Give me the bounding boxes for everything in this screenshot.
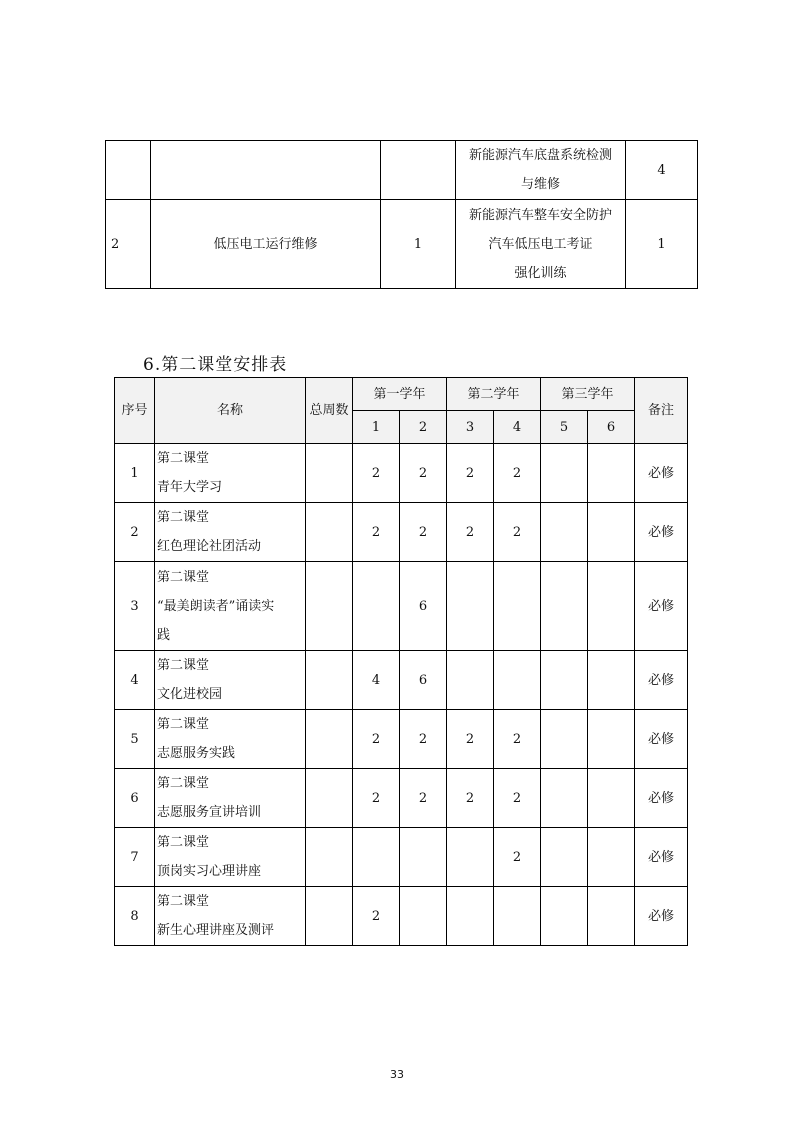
- header-row: [115, 378, 688, 411]
- remark-cell: 必修: [635, 562, 688, 651]
- remark-cell: 必修: [635, 710, 688, 769]
- cell-line: 新能源汽车底盘系统检测: [468, 148, 612, 163]
- cell: [456, 141, 626, 200]
- semester-cell: 2: [447, 710, 494, 769]
- header-year2: 第二学年: [447, 378, 541, 411]
- name-line: 第二课堂: [157, 835, 210, 850]
- semester-cell: [353, 828, 400, 887]
- semester-cell: [447, 887, 494, 946]
- table-row: [115, 887, 688, 946]
- semester-cell: 6: [400, 651, 447, 710]
- cell-line: 新能源汽车整车安全防护: [468, 207, 612, 223]
- header-semester: 4: [494, 411, 541, 444]
- name-line: 第二课堂: [157, 510, 210, 525]
- name-cell: [155, 710, 306, 769]
- remark-cell: 必修: [635, 444, 688, 503]
- name-cell: [155, 444, 306, 503]
- header-year1: 第一学年: [353, 378, 447, 411]
- name-cell: [155, 562, 306, 651]
- table-row: [115, 651, 688, 710]
- semester-cell: [588, 503, 635, 562]
- cell-line: 汽车低压电工考证: [488, 236, 593, 252]
- semester-cell: [541, 828, 588, 887]
- semester-cell: 2: [353, 769, 400, 828]
- total-weeks-cell: [306, 562, 353, 651]
- remark-cell: 必修: [635, 503, 688, 562]
- semester-cell: [494, 651, 541, 710]
- table-row: [115, 828, 688, 887]
- semester-cell: 2: [447, 503, 494, 562]
- name-line: 顶岗实习心理讲座: [157, 864, 262, 879]
- total-weeks-cell: [306, 887, 353, 946]
- semester-cell: 2: [353, 444, 400, 503]
- name-line: “最美朗读者”诵读实: [157, 598, 275, 614]
- seq-cell: 1: [115, 444, 155, 503]
- semester-cell: [541, 769, 588, 828]
- total-weeks-cell: [306, 651, 353, 710]
- semester-cell: 2: [400, 710, 447, 769]
- name-line: 青年大学习: [157, 480, 223, 495]
- name-cell: [155, 651, 306, 710]
- name-line: 志愿服务宣讲培训: [157, 805, 262, 820]
- name-line: 第二课堂: [157, 717, 210, 732]
- semester-cell: [588, 444, 635, 503]
- name-line: 第二课堂: [157, 894, 210, 909]
- seq-cell: 6: [115, 769, 155, 828]
- name-line: 新生心理讲座及测评: [157, 923, 275, 938]
- header-semester: 6: [588, 411, 635, 444]
- header-semester: 2: [400, 411, 447, 444]
- name-line: 践: [157, 627, 171, 643]
- semester-cell: 4: [353, 651, 400, 710]
- cell-line: 强化训练: [514, 265, 567, 281]
- header-seq: 序号: [115, 378, 155, 444]
- cell: 1: [626, 200, 698, 289]
- cell: [151, 141, 381, 200]
- schedule-body: [115, 444, 688, 946]
- header-remarks: 备注: [635, 378, 688, 444]
- remark-cell: 必修: [635, 828, 688, 887]
- semester-cell: 2: [400, 769, 447, 828]
- semester-cell: 2: [353, 710, 400, 769]
- total-weeks-cell: [306, 503, 353, 562]
- header-year3: 第三学年: [541, 378, 635, 411]
- semester-cell: [588, 828, 635, 887]
- header-name: 名称: [155, 378, 306, 444]
- name-line: 第二课堂: [157, 658, 210, 673]
- name-line: 第二课堂: [157, 569, 210, 585]
- name-line: 文化进校园: [157, 687, 223, 702]
- semester-cell: [588, 887, 635, 946]
- semester-cell: [447, 651, 494, 710]
- name-line: 第二课堂: [157, 776, 210, 791]
- name-cell: [155, 769, 306, 828]
- table-row: [115, 444, 688, 503]
- semester-cell: [541, 444, 588, 503]
- semester-cell: 2: [353, 887, 400, 946]
- seq-cell: 2: [115, 503, 155, 562]
- seq-cell: 8: [115, 887, 155, 946]
- semester-cell: [494, 887, 541, 946]
- cell: [381, 141, 456, 200]
- cell: 低压电工运行维修: [151, 200, 381, 289]
- semester-cell: [541, 562, 588, 651]
- semester-cell: [541, 503, 588, 562]
- seq-cell: 4: [115, 651, 155, 710]
- semester-cell: 2: [400, 444, 447, 503]
- continued-table: [105, 140, 698, 289]
- total-weeks-cell: [306, 769, 353, 828]
- semester-cell: 2: [447, 444, 494, 503]
- remark-cell: 必修: [635, 887, 688, 946]
- seq-cell: 3: [115, 562, 155, 651]
- cell: 4: [626, 141, 698, 200]
- name-cell: [155, 887, 306, 946]
- semester-cell: [494, 562, 541, 651]
- name-cell: [155, 503, 306, 562]
- name-line: 红色理论社团活动: [157, 539, 262, 554]
- semester-cell: [400, 887, 447, 946]
- table-row: [106, 200, 698, 289]
- cell: 2: [106, 200, 151, 289]
- table-row: [106, 141, 698, 200]
- schedule-table: [114, 377, 688, 946]
- header-total-weeks: 总周数: [306, 378, 353, 444]
- table-row: [115, 710, 688, 769]
- total-weeks-cell: [306, 444, 353, 503]
- semester-cell: [353, 562, 400, 651]
- semester-cell: 6: [400, 562, 447, 651]
- table-row: [115, 562, 688, 651]
- semester-cell: [588, 651, 635, 710]
- page-number: 33: [390, 1068, 404, 1081]
- name-cell: [155, 828, 306, 887]
- name-line: 志愿服务实践: [157, 746, 236, 761]
- semester-cell: 2: [494, 710, 541, 769]
- section-title: 6.第二课堂安排表: [143, 355, 288, 375]
- remark-cell: 必修: [635, 769, 688, 828]
- seq-cell: 7: [115, 828, 155, 887]
- semester-cell: [588, 710, 635, 769]
- header-semester: 5: [541, 411, 588, 444]
- cell-line: 与维修: [520, 177, 560, 192]
- total-weeks-cell: [306, 710, 353, 769]
- name-line: 第二课堂: [157, 451, 210, 466]
- semester-cell: 2: [353, 503, 400, 562]
- semester-cell: [400, 828, 447, 887]
- cell: [456, 200, 626, 289]
- semester-cell: [541, 651, 588, 710]
- cell: [106, 141, 151, 200]
- semester-cell: 2: [400, 503, 447, 562]
- semester-cell: [588, 562, 635, 651]
- semester-cell: [588, 769, 635, 828]
- semester-cell: [447, 828, 494, 887]
- semester-cell: 2: [494, 444, 541, 503]
- seq-cell: 5: [115, 710, 155, 769]
- header-semester: 3: [447, 411, 494, 444]
- cell: 1: [381, 200, 456, 289]
- header-semester: 1: [353, 411, 400, 444]
- total-weeks-cell: [306, 828, 353, 887]
- table-row: [115, 769, 688, 828]
- semester-cell: 2: [494, 769, 541, 828]
- semester-cell: [541, 710, 588, 769]
- semester-cell: 2: [494, 503, 541, 562]
- semester-cell: [447, 562, 494, 651]
- remark-cell: 必修: [635, 651, 688, 710]
- semester-cell: [541, 887, 588, 946]
- semester-cell: 2: [447, 769, 494, 828]
- table-row: [115, 503, 688, 562]
- semester-cell: 2: [494, 828, 541, 887]
